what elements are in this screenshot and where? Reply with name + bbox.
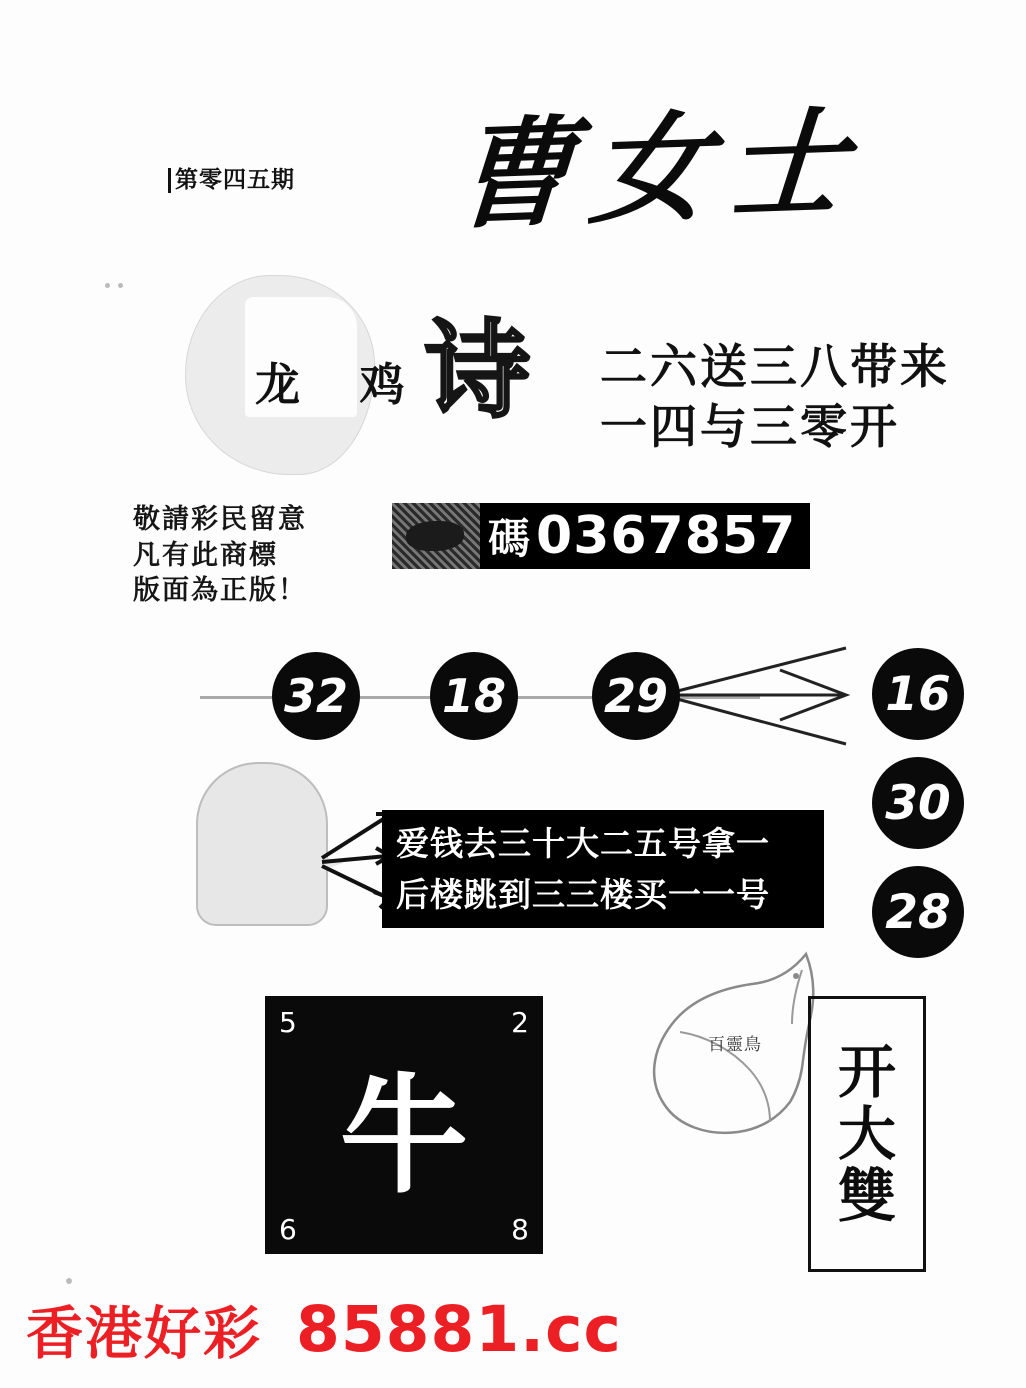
number-ball: 16 <box>872 648 964 740</box>
zodiac-corner-top-left: 5 <box>279 1006 297 1039</box>
zodiac-character: 牛 <box>339 1061 468 1211</box>
number-ball: 28 <box>872 866 964 958</box>
poem-block <box>600 338 950 458</box>
seal-characters: 龙 鸡 <box>255 358 427 411</box>
zodiac-corner-bottom-left: 6 <box>279 1213 297 1246</box>
outline-character: 诗 <box>425 308 531 432</box>
arrow-fan-icon <box>660 640 850 755</box>
poem-line-2: 一四与三零开 <box>600 400 900 456</box>
scan-speck <box>66 1278 72 1284</box>
prediction-char-3: 雙 <box>837 1162 896 1230</box>
footer-website: 85881.cc <box>296 1292 622 1366</box>
notice-line-3: 版面為正版！ <box>133 575 307 607</box>
stamp-icon <box>392 503 480 569</box>
zodiac-corner-bottom-right: 8 <box>511 1213 529 1246</box>
page-title: 曹女士 <box>449 91 869 246</box>
issue-label: 第零四五期 <box>168 168 295 193</box>
notice-line-2: 凡有此商標 <box>133 539 278 571</box>
message-box <box>382 810 824 928</box>
hotline-word: 碼 <box>488 514 531 563</box>
authenticity-notice <box>133 502 307 609</box>
message-line-2: 后楼跳到三三楼买一一号 <box>396 875 770 914</box>
number-ball: 30 <box>872 757 964 849</box>
hotline-number: 0367857 <box>536 506 797 566</box>
bird-label: 百靈鳥 <box>708 1035 762 1055</box>
footer-brand: 香港好彩 <box>26 1301 262 1367</box>
number-ball: 18 <box>430 652 518 740</box>
scan-speck <box>118 283 123 288</box>
poem-line-1: 二六送三八带来 <box>600 340 950 395</box>
head-silhouette-icon <box>196 762 328 926</box>
message-line-1: 爱钱去三十大二五号拿一 <box>396 823 770 863</box>
footer <box>0 1288 1026 1370</box>
zodiac-panel <box>265 996 543 1254</box>
prediction-frame <box>808 996 926 1272</box>
bird-outline-icon <box>620 940 840 1170</box>
notice-line-1: 敬請彩民留意 <box>133 504 307 535</box>
hotline-bar <box>392 503 810 569</box>
number-ball: 32 <box>272 652 360 740</box>
scan-speck <box>105 283 110 288</box>
prediction-char-2: 大 <box>837 1100 896 1168</box>
prediction-char-1: 开 <box>837 1038 896 1106</box>
zodiac-corner-top-right: 2 <box>511 1006 529 1039</box>
number-ball: 29 <box>592 652 680 740</box>
